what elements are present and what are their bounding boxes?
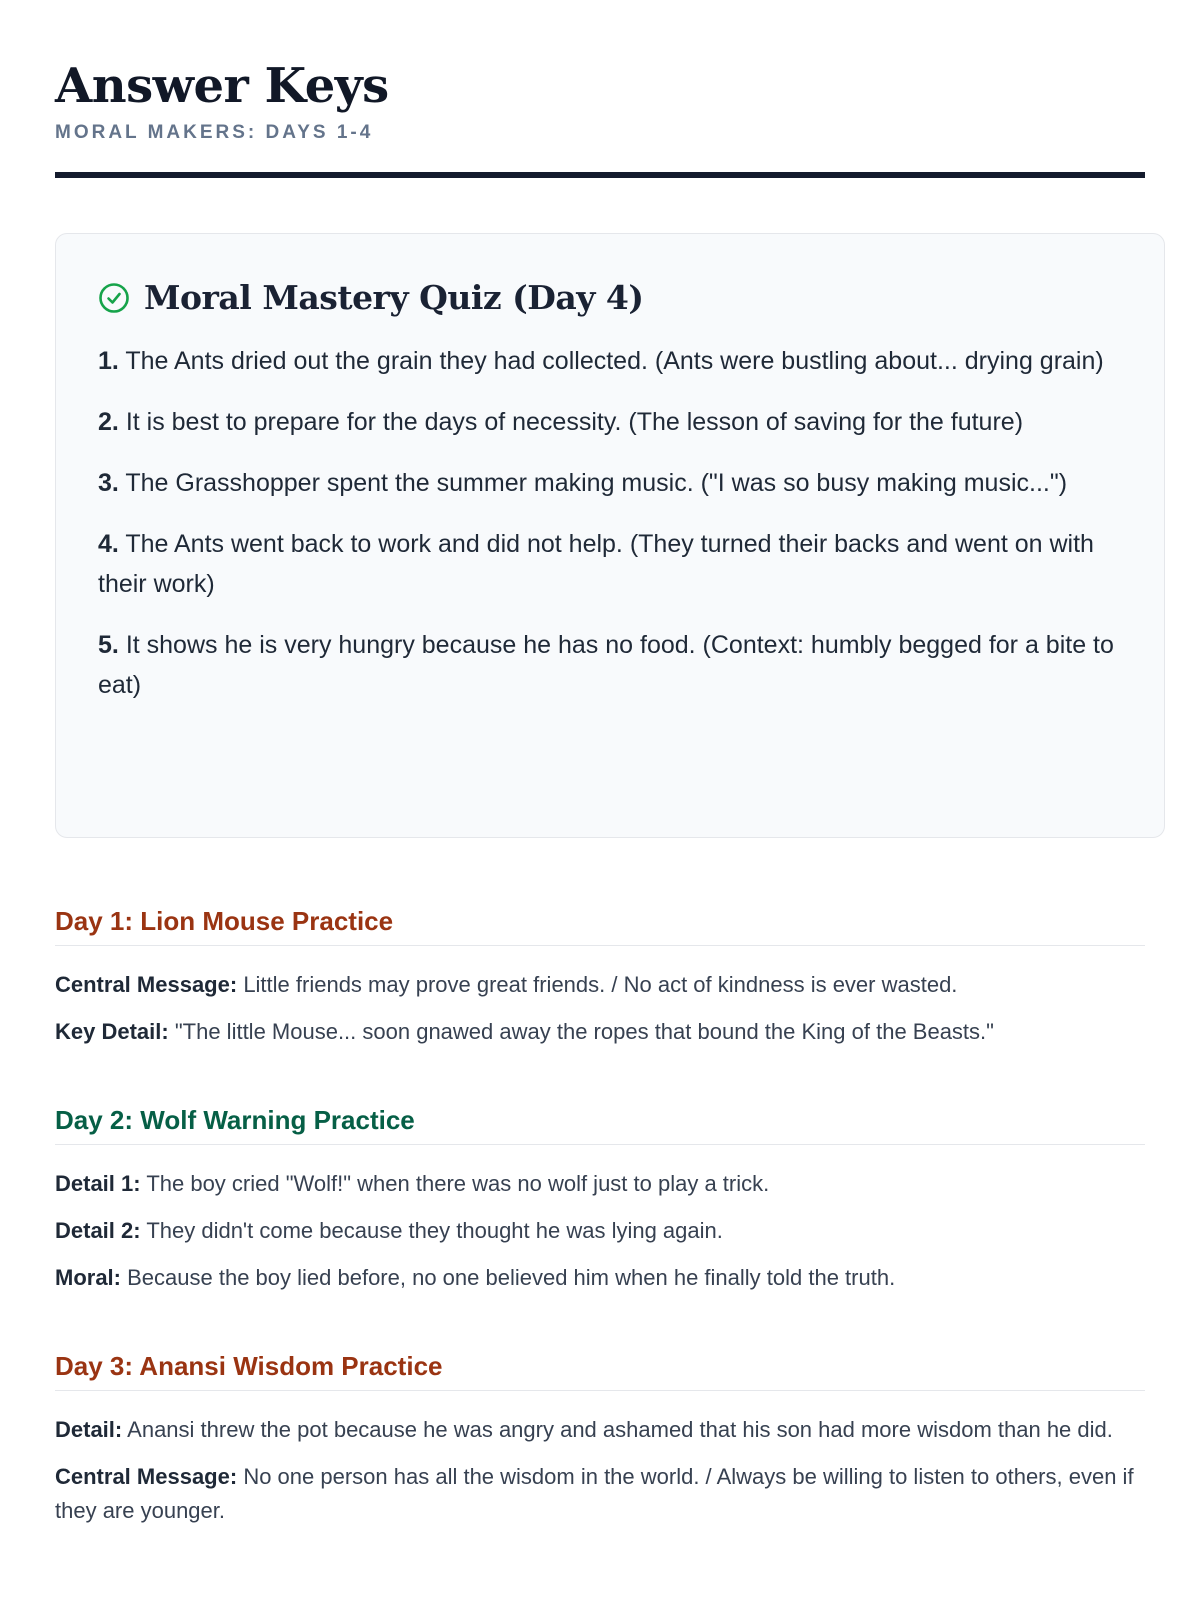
day-1-heading: Day 1: Lion Mouse Practice xyxy=(55,906,1145,946)
day-2-section xyxy=(55,1105,1145,1295)
page-header xyxy=(55,54,1145,178)
answer-line xyxy=(55,1413,1145,1447)
answer-text: Anansi threw the pot because he was angry and ashamed that his son had more wisdom than he did. xyxy=(127,1417,1113,1442)
quiz-heading xyxy=(98,278,1122,317)
quiz-answer xyxy=(98,402,1122,442)
answer-line xyxy=(55,968,1145,1002)
answer-line xyxy=(55,1214,1145,1248)
quiz-answer-number: 5. xyxy=(98,631,119,659)
answer-label: Detail: xyxy=(55,1417,123,1442)
answer-line xyxy=(55,1015,1145,1049)
answer-text: No one person has all the wisdom in the world. / Always be willing to listen to others, even if they are younger. xyxy=(55,1464,1134,1523)
quiz-answer-number: 1. xyxy=(98,347,119,375)
answer-label: Detail 2: xyxy=(55,1218,141,1243)
answer-text: The boy cried "Wolf!" when there was no wolf just to play a trick. xyxy=(146,1171,770,1196)
day-1-section xyxy=(55,906,1145,1049)
day-3-section xyxy=(55,1351,1145,1528)
quiz-answer xyxy=(98,625,1122,705)
answer-text: They didn't come because they thought he was lying again. xyxy=(146,1218,723,1243)
answer-line xyxy=(55,1460,1145,1528)
day-3-heading: Day 3: Anansi Wisdom Practice xyxy=(55,1351,1145,1391)
answer-line xyxy=(55,1261,1145,1295)
day-2-heading: Day 2: Wolf Warning Practice xyxy=(55,1105,1145,1145)
answer-label: Central Message: xyxy=(55,972,238,997)
quiz-answer-number: 4. xyxy=(98,530,119,558)
answer-line xyxy=(55,1167,1145,1201)
quiz-answer-text: It is best to prepare for the days of necessity. (The lesson of saving for the future) xyxy=(125,408,1024,436)
answer-label: Central Message: xyxy=(55,1464,238,1489)
quiz-answer xyxy=(98,341,1122,381)
page-title: Answer Keys xyxy=(55,58,389,114)
answer-text: Little friends may prove great friends. / No act of kindness is ever wasted. xyxy=(243,972,958,997)
quiz-answer-text: It shows he is very hungry because he has no food. (Context: humbly begged for a bite to eat) xyxy=(98,631,1114,699)
quiz-title: Moral Mastery Quiz (Day 4) xyxy=(144,278,644,317)
answer-label: Detail 1: xyxy=(55,1171,141,1196)
quiz-answer-text: The Ants dried out the grain they had collected. (Ants were bustling about... drying grain) xyxy=(125,347,1104,375)
answer-label: Key Detail: xyxy=(55,1019,169,1044)
answer-text: "The little Mouse... soon gnawed away the ropes that bound the King of the Beasts." xyxy=(174,1019,994,1044)
answer-label: Moral: xyxy=(55,1265,121,1290)
answer-text: Because the boy lied before, no one believed him when he finally told the truth. xyxy=(127,1265,896,1290)
quiz-answer-text: The Grasshopper spent the summer making music. ("I was so busy making music...") xyxy=(125,469,1068,497)
page-subtitle: MORAL MAKERS: DAYS 1-4 xyxy=(55,122,374,143)
quiz-answer xyxy=(98,524,1122,604)
quiz-card xyxy=(55,233,1165,838)
quiz-answer xyxy=(98,463,1122,503)
quiz-answer-number: 2. xyxy=(98,408,119,436)
check-circle-icon xyxy=(98,282,130,314)
quiz-answer-number: 3. xyxy=(98,469,119,497)
quiz-answer-text: The Ants went back to work and did not help. (They turned their backs and went on with their work) xyxy=(98,530,1094,598)
